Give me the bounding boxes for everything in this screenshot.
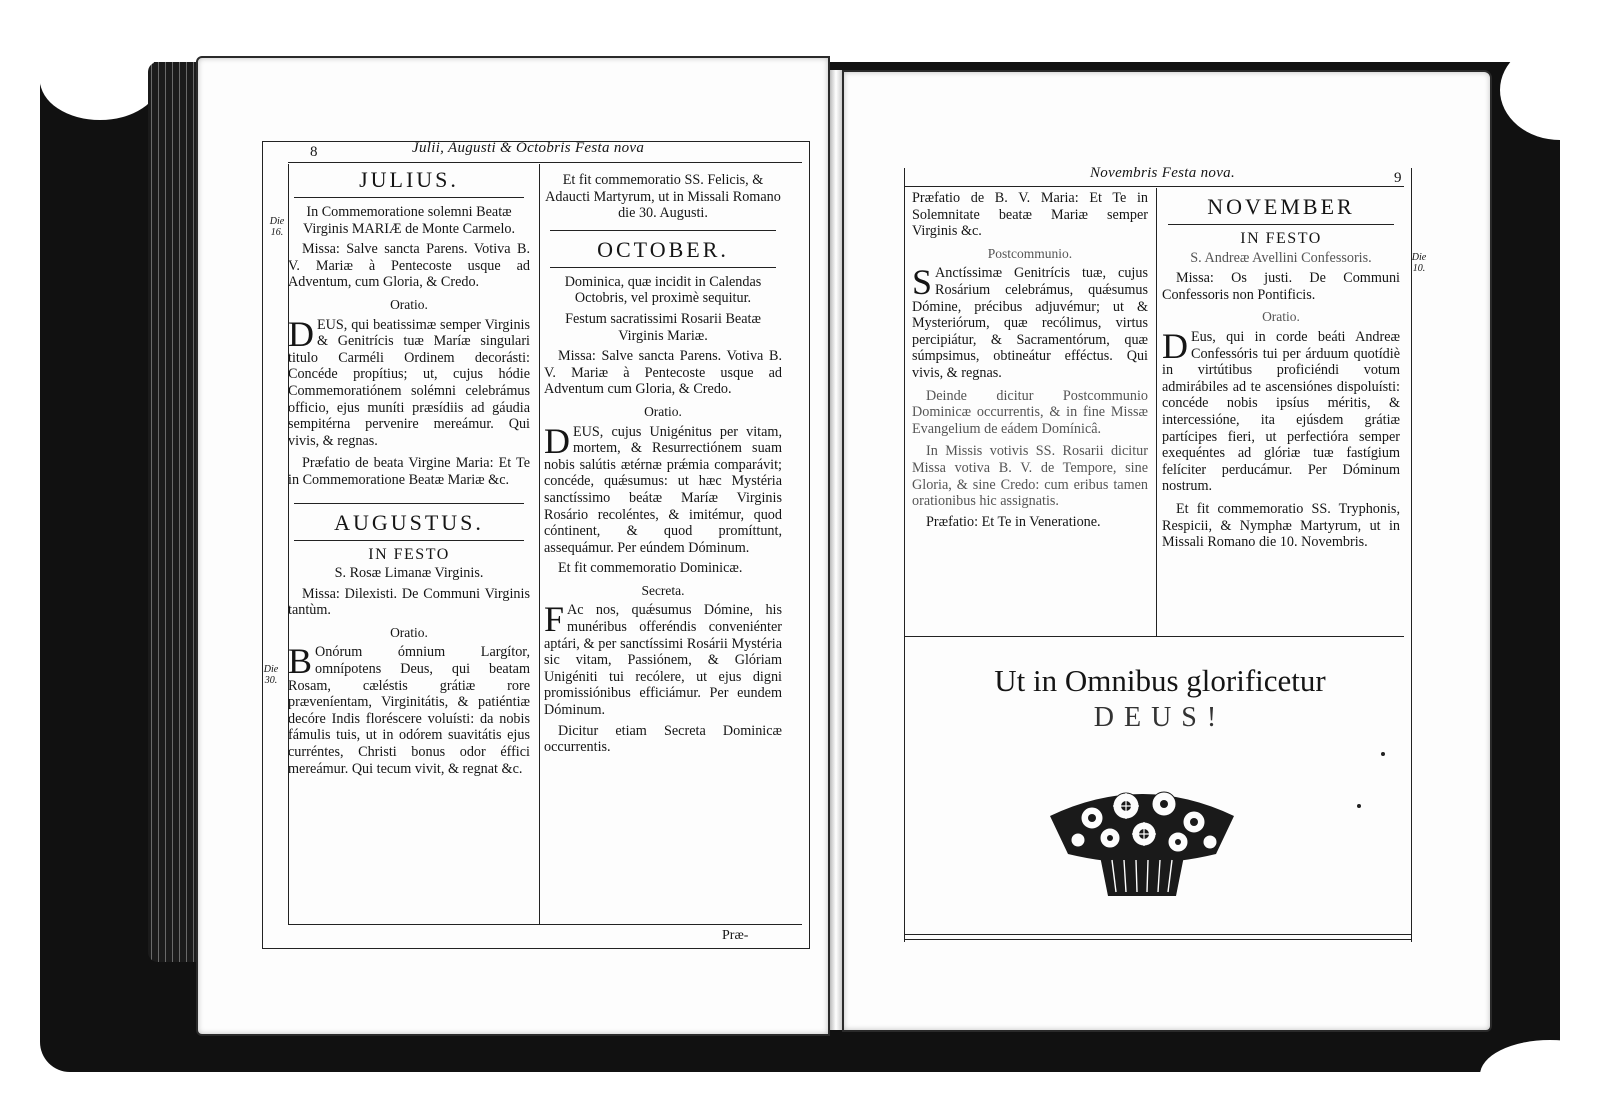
missa-text: Missa: Dilexisti. De Communi Virginis tantùm. [288,585,530,619]
column-separator [1156,188,1157,636]
missa-text: Missa: Salve sancta Parens. Votiva B. V. Mariæ à Pentecoste usque ad Adventum, cum Gloria, & Credo. [288,241,530,291]
left-column-2 [544,172,782,760]
drop-cap: D [1162,325,1188,366]
oratio-paragraph: B Onórum ómnium Largítor, omnípotens Deus, qui beatam Rosam, cæléstis grátiæ rore præveníentam, Virginitátis, & patiéntiæ decóre Indis floréscere voluísti: da nobis fámulis tuis, ut in odórem suavitátis ejus curréntes, Christi bonus odor éffici mereámur. Qui tecum vivit, & regnat &c. [288,641,530,777]
oratio-heading: Oratio. [644,403,682,419]
festo-heading: IN FESTO [368,545,450,563]
saint-name: S. Andreæ Avellini Confessoris. [1190,249,1372,266]
motto-line-1: Ut in Omnibus glorificetur [994,663,1326,698]
dicitur-text: Dicitur etiam Secreta Dominicæ occurrentis. [544,722,782,756]
left-column-1 [288,165,530,781]
book-gutter [830,70,842,1030]
oratio-paragraph: DEUS, qui beatissimæ semper Virginis & Genitrícis tuæ Maríæ singulari titulo Carméli Ordinem decorásti: Concéde propítius; ut, cujus hódie Commemoratiónem solémni celebrámus officio, ejus muníti præsídiis ad gáudia sempitérna pervenire mereámur. Qui vivis, & regnas. [288,313,530,449]
oratio-paragraph: D Eus, qui in corde beáti Andreæ Confessóris tui per árduum quotídiè in virtútibus proficiéndi votum admirábiles ad te ascensiónes dispoluísti: concéde nobis ipsíus méritis, & intercessióne, ita ejúsdem grátiæ partícipes fieri, ut perfectióra semper exequéntes ad glóriæ tuæ fastígium felíciter perducámur. Per Dóminum nostrum. [1162,325,1400,495]
drop-cap: D [288,313,314,354]
feast-intro: In Commemoratione solemni Beatæ Virginis MARIÆ de Monte Carmelo. [302,204,516,237]
foot-rule [288,924,802,925]
postcommunio-heading: Postcommunio. [987,245,1073,261]
ink-speck [1357,804,1361,808]
oratio-heading: Oratio. [390,624,428,640]
catchword: Præ- [722,928,749,943]
festo-heading: IN FESTO [1240,230,1322,247]
festum-title: Festum sacratissimi Rosarii Beatæ Virginis Mariæ. [565,310,761,344]
month-heading-augustus: AUGUSTUS. [334,509,484,535]
commemoratio-text: Et fit commemoratio SS. Tryphonis, Respicii, & Nymphæ Martyrum, ut in Missali Romano die 10. Novembris. [1162,500,1400,551]
month-rule [550,267,776,268]
flower-basket-vignette [1044,776,1240,900]
month-heading-julius: JULIUS. [359,167,459,192]
month-heading-november: NOVEMBER [1207,194,1355,219]
month-rule [294,197,524,198]
margin-note-day: Die 10. [1411,252,1427,274]
oratio-heading: Oratio. [1262,309,1300,325]
feast-intro: Dominica, quæ incidit in Calendas Octobris, vel proximè sequitur. [564,273,762,307]
right-column-2 [1162,192,1400,555]
right-running-head: Novembris Festa nova. [1090,165,1236,181]
commemoratio-text: Et fit commemoratio SS. Felicis, & Adaucti Martyrum, ut in Missali Romano die 30. Augusti. [545,172,781,222]
in-missis-text: In Missis votivis SS. Rosarii dicitur Missa votiva B. V. de Tempore, sine Gloria, & sine Credo: cum eribus tamen orationibus hic assignatis. [912,443,1148,510]
margin-note-day: Die 16. [269,216,285,238]
saint-name: S. Rosæ Limanæ Virginis. [334,565,484,582]
praefatio-text: Præfatio de B. V. Maria: Et Te in Solemnitate beatæ Mariæ semper Virginis &c. [912,190,1148,240]
month-rule [1168,224,1394,225]
oratio-heading: Oratio. [390,296,428,312]
head-rule [904,186,1404,187]
secreta-heading: Secreta. [641,582,685,598]
right-page-foot-rules [904,934,1412,940]
deinde-text: Deinde dicitur Postcommunio Dominicæ occurrentis, & in fine Missæ Evangelium de eádem Domínicâ. [912,387,1148,437]
margin-note-day: Die 30. [263,664,279,686]
column-separator [539,164,540,924]
missa-text: Missa: Salve sancta Parens. Votiva B. V. Mariæ à Pentecoste usque ad Adventum cum Gloria, & Credo. [544,348,782,398]
drop-cap: S [912,262,933,303]
right-folio: 9 [1394,170,1402,186]
drop-cap: F [544,599,565,640]
ink-speck [1381,752,1385,756]
praefatio-text: Præfatio: Et Te in Veneratione. [926,513,1101,530]
section-rule [294,503,524,504]
month-rule [294,540,524,541]
motto-line-2: DEUS! [1093,702,1227,733]
commemoratio-text: Et fit commemoratio Dominicæ. [558,560,743,577]
scan-border [40,40,160,120]
drop-cap: D [544,420,570,461]
head-rule [288,162,802,163]
section-rule [550,230,776,231]
left-folio: 8 [310,144,318,160]
drop-cap: B [288,641,313,682]
section-rule [904,636,1404,637]
oratio-paragraph: DEUS, cujus Unigénitus per vitam, mortem, & Resurrectiónem suam nobis salútis ætérnæ prǽmia comparávit; concéde, quǽsumus: ut hæc Mystéria sanctíssimo beátæ Maríæ Virginis Rosário recoléntes, & imitémur, quod cóntinent, & quod promíttunt, assequámur. Per eúndem Dóminum. [544,420,782,556]
postcommunio-paragraph: S Anctíssimæ Genitrícis tuæ, cujus Rosárium celebrámus, quǽsumus Dómine, précibus adjuvémur; ut & Mysteriórum, quæ recólimus, virtus percipiátur, & Sacramentórum, quæ súmpsimus, obtineátur efféctus. Qui vivis, & regnas. [912,262,1148,381]
left-running-head: Julii, Augusti & Octobris Festa nova [412,140,645,156]
month-heading-october: OCTOBER. [597,236,729,262]
missa-text: Missa: Os justi. De Communi Confessoris non Pontificis. [1162,270,1400,303]
right-column-1 [912,190,1148,534]
secreta-paragraph: F Ac nos, quǽsumus Dómine, his munéribus offeréndis conveniénter aptári, & per sanctíssimi Rosárii Mystéria sic vitam, Passiónem, & Glóriam Unigéniti tui recólere, ut ejus digni promissiónibus efficiámur. Per eundem Dóminum. [544,599,782,719]
praefatio-text: Præfatio de beata Virgine Maria: Et Te in Commemoratione Beatæ Mariæ &c. [288,455,530,488]
